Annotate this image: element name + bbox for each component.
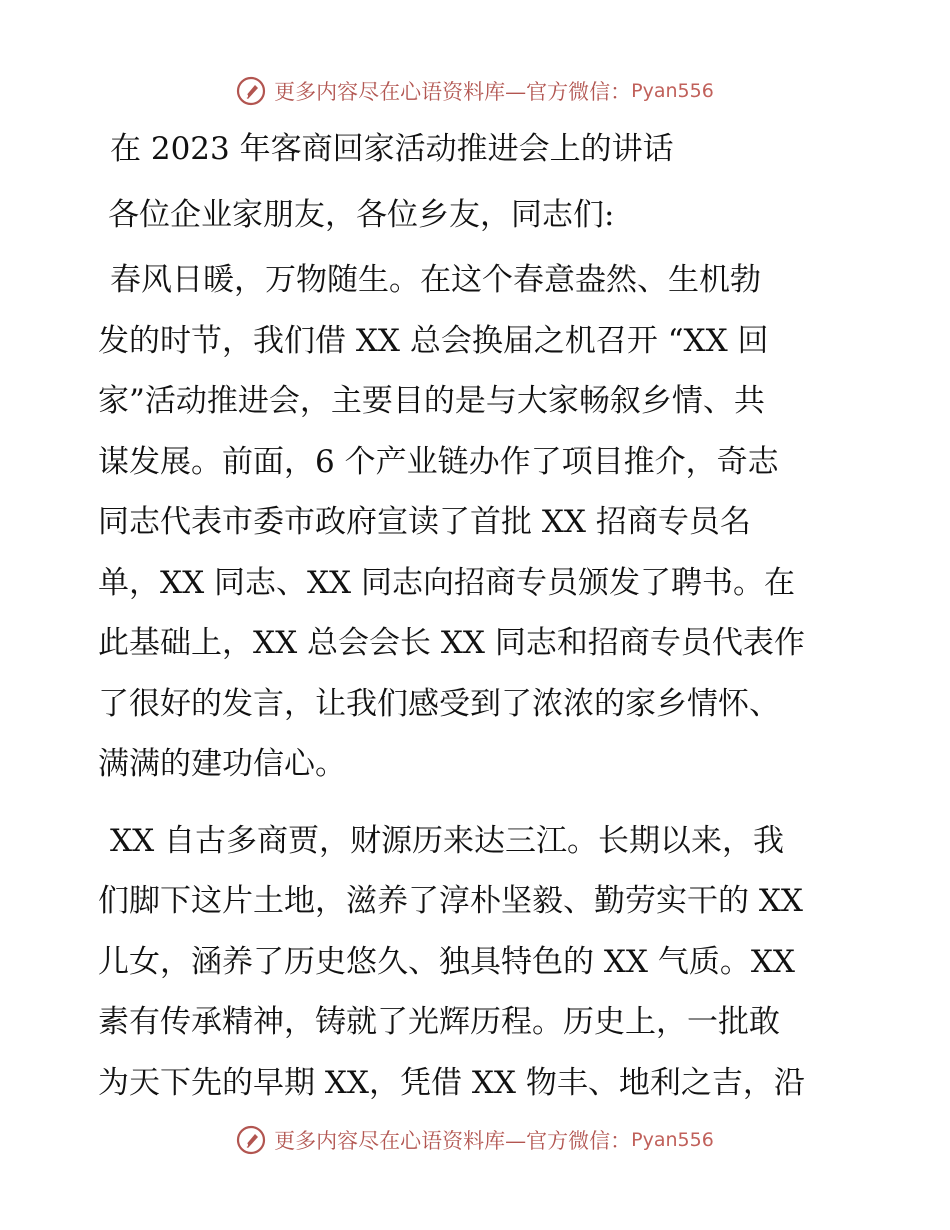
text-line: 单，XX 同志、XX 同志向招商专员颁发了聘书。在 [98,564,795,601]
text-line: 此基础上，XX 总会会长 XX 同志和招商专员代表作 [98,625,805,661]
watermark-wechat-id: Pyan556 [631,80,714,102]
text-line: 发的时节，我们借 XX 总会换届之机召开 “XX 回 [98,322,769,359]
text-line: 春风日暖，万物随生。在这个春意盎然、生机勃 [110,262,761,298]
document-body [98,118,868,1129]
watermark-header [0,71,950,111]
text-line: 儿女，涵养了历史悠久、独具特色的 XX 气质。XX [98,943,795,980]
paragraph-2 [98,811,868,1114]
text-line: 满满的建功信心。 [98,746,346,782]
paragraph-1 [98,250,868,795]
pen-logo-icon [236,76,266,106]
document-title: 在 2023 年客商回家活动推进会上的讲话 [110,131,674,167]
text-line: 为天下先的早期 XX，凭借 XX 物丰、地利之吉，沿 [98,1064,805,1101]
text-line: 素有传承精神，铸就了光辉历程。历史上，一批敢 [98,1004,780,1040]
watermark-text: 更多内容尽在心语资料库—官方微信： [274,80,632,104]
text-line: 家”活动推进会，主要目的是与大家畅叙乡情、共 [98,383,765,419]
text-line: 了很好的发言，让我们感受到了浓浓的家乡情怀、 [98,685,780,722]
watermark-wechat-id: Pyan556 [631,1129,714,1151]
watermark-footer [0,1120,950,1160]
watermark-text: 更多内容尽在心语资料库—官方微信： [274,1129,632,1153]
pen-logo-icon [236,1125,266,1155]
text-line: 们脚下这片土地，滋养了淳朴坚毅、勤劳实干的 XX [98,883,803,919]
text-line: XX 自古多商贾，财源历来达三江。长期以来，我 [110,822,784,859]
greeting-line: 各位企业家朋友，各位乡友，同志们: [108,197,615,233]
text-line: 谋发展。前面，6 个产业链办作了项目推介，奇志 [98,443,779,480]
text-line: 同志代表市委市政府宣读了首批 XX 招商专员名 [98,504,751,540]
